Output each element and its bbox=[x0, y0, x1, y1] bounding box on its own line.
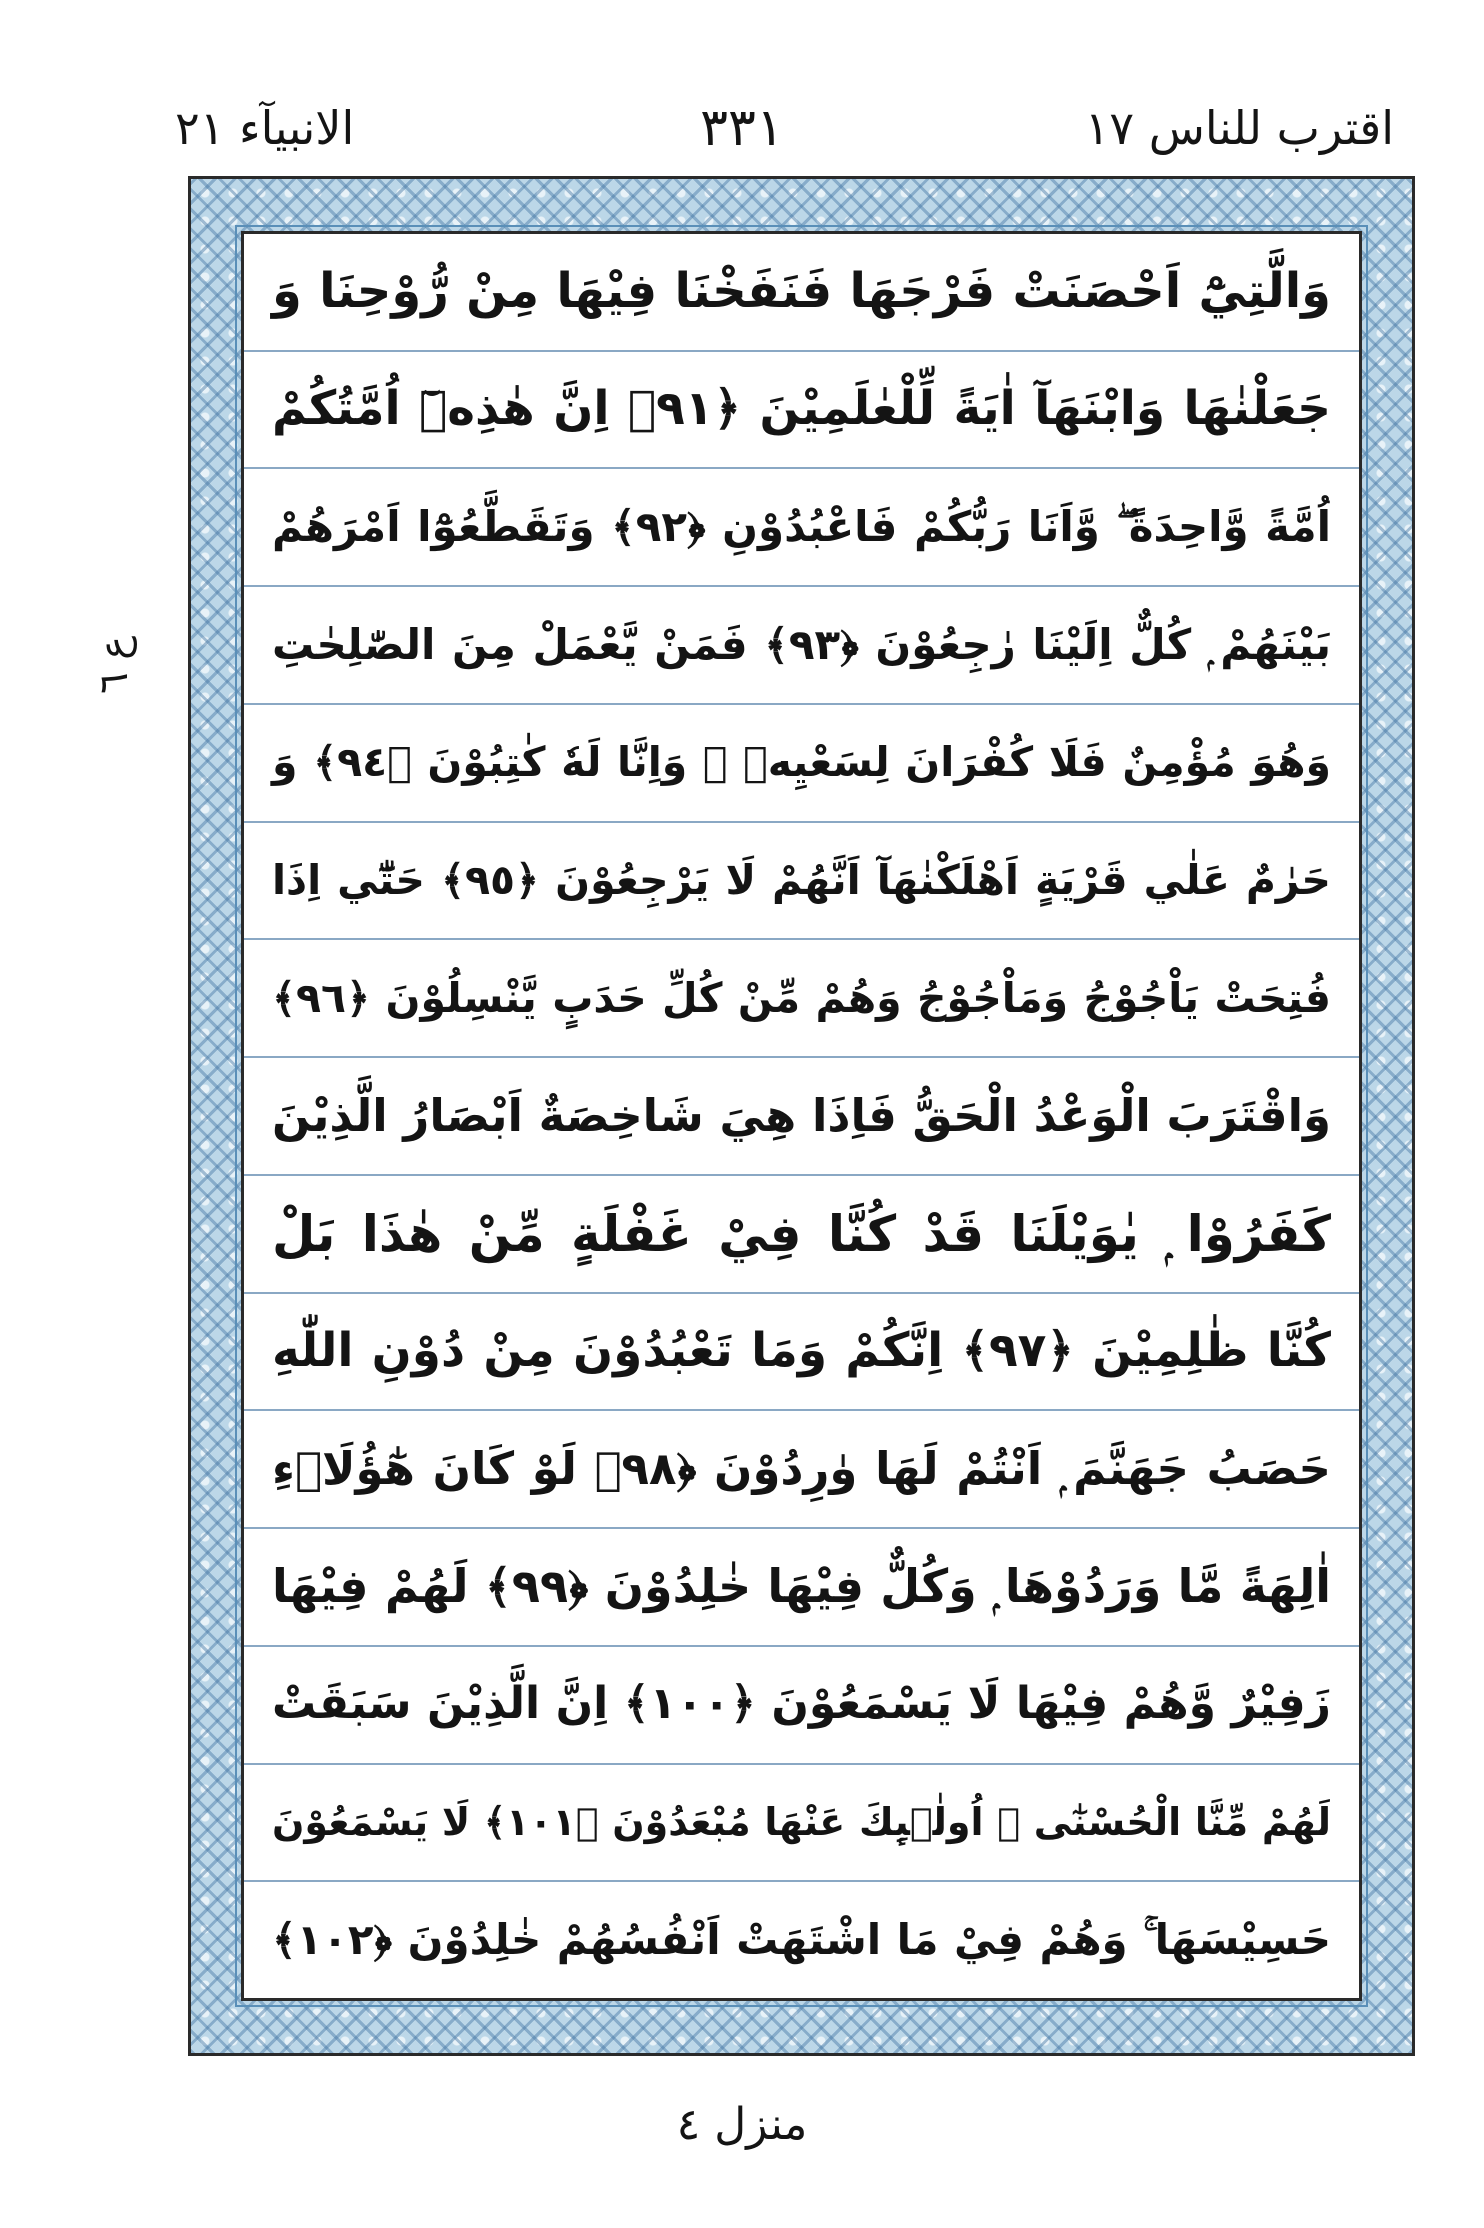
verse-line bbox=[244, 823, 1359, 941]
ruku-marker: ع ٦ bbox=[91, 635, 137, 695]
verse-line bbox=[244, 587, 1359, 705]
page-number: ٣٣١ bbox=[700, 98, 784, 158]
verse-line-text: كُنَّا ظٰلِمِيْنَ ﴿٩٧﴾ اِنَّكُمْ وَمَا تَعْبُدُوْنَ مِنْ دُوْنِ اللّٰهِ bbox=[272, 1323, 1331, 1379]
verse-line-text: وَالَّتِيْٓ اَحْصَنَتْ فَرْجَهَا فَنَفَخْنَا فِيْهَا مِنْ رُّوْحِنَا وَ bbox=[272, 263, 1331, 320]
verse-line bbox=[244, 1058, 1359, 1176]
verse-line-text: حَصَبُ جَهَنَّمَ ۭ اَنْتُمْ لَهَا وٰرِدُوْنَ ﴿٩٨﴾ لَوْ كَانَ هٰٓؤُلَاۗءِ bbox=[272, 1442, 1331, 1496]
verse-line bbox=[244, 1294, 1359, 1412]
verse-line-text: بَيْنَهُمْ ۭ كُلٌّ اِلَيْنَا رٰجِعُوْنَ ﴿٩٣﴾ فَمَنْ يَّعْمَلْ مِنَ الصّٰلِحٰتِ bbox=[272, 619, 1332, 669]
text-panel bbox=[241, 231, 1362, 2001]
verse-line-text: لَهُمْ مِّنَّا الْحُسْنٰٓى ۙ اُولٰۗىِٕكَ عَنْهَا مُبْعَدُوْنَ ﴿١٠١﴾ لَا يَسْمَعُوْنَ bbox=[272, 1799, 1331, 1844]
verse-line-text: كَفَرُوْا ۭ يٰوَيْلَنَا قَدْ كُنَّا فِيْ غَفْلَةٍ مِّنْ هٰذَا بَلْ bbox=[272, 1204, 1331, 1263]
verse-line bbox=[244, 940, 1359, 1058]
manzil-label: منزل ٤ bbox=[676, 2099, 808, 2150]
verse-line-text: حَرٰمٌ عَلٰي قَرْيَةٍ اَهْلَكْنٰهَآ اَنَّهُمْ لَا يَرْجِعُوْنَ ﴿٩٥﴾ حَتّٰٓي اِذَا bbox=[272, 855, 1331, 904]
verse-line-text: اُمَّةً وَّاحِدَةً ۖ وَّاَنَا رَبُّكُمْ فَاعْبُدُوْنِ ﴿٩٢﴾ وَتَقَطَّعُوْٓا اَمْرَهُمْ bbox=[272, 502, 1331, 552]
verse-line bbox=[244, 1765, 1359, 1883]
surah-title: الانبيآء ٢١ bbox=[175, 101, 355, 155]
verse-line bbox=[244, 1411, 1359, 1529]
verse-line-text: وَهُوَ مُؤْمِنٌ فَلَا كُفْرَانَ لِسَعْيِهٖ ۚ وَاِنَّا لَهٗ كٰتِبُوْنَ ﴿٩٤﴾ وَ bbox=[272, 738, 1331, 787]
verse-line bbox=[244, 705, 1359, 823]
para-title: اقترب للناس ١٧ bbox=[1084, 101, 1394, 155]
ornamental-border bbox=[188, 176, 1415, 2056]
verse-line bbox=[244, 1882, 1359, 1998]
verse-lines bbox=[244, 234, 1359, 1998]
verse-line bbox=[244, 234, 1359, 352]
verse-line bbox=[244, 1176, 1359, 1294]
verse-line-text: زَفِيْرٌ وَّهُمْ فِيْهَا لَا يَسْمَعُوْنَ ﴿١٠٠﴾ اِنَّ الَّذِيْنَ سَبَقَتْ bbox=[272, 1678, 1331, 1730]
page-header bbox=[0, 0, 1484, 170]
verse-line-text: اٰلِهَةً مَّا وَرَدُوْهَا ۭ وَكُلٌّ فِيْهَا خٰلِدُوْنَ ﴿٩٩﴾ لَهُمْ فِيْهَا bbox=[272, 1559, 1332, 1614]
verse-line bbox=[244, 1647, 1359, 1765]
verse-line bbox=[244, 1529, 1359, 1647]
verse-line-text: فُتِحَتْ يَاْجُوْجُ وَمَاْجُوْجُ وَهُمْ مِّنْ كُلِّ حَدَبٍ يَّنْسِلُوْنَ ﴿٩٦﴾ bbox=[272, 973, 1331, 1022]
verse-line bbox=[244, 469, 1359, 587]
verse-line-text: وَاقْتَرَبَ الْوَعْدُ الْحَقُّ فَاِذَا هِيَ شَاخِصَةٌ اَبْصَارُ الَّذِيْنَ bbox=[272, 1089, 1331, 1142]
verse-line-text: حَسِيْسَهَا ۚ وَهُمْ فِيْ مَا اشْتَهَتْ اَنْفُسُهُمْ خٰلِدُوْنَ ﴿١٠٢﴾ bbox=[272, 1914, 1331, 1964]
verse-line bbox=[244, 352, 1359, 470]
verse-line-text: جَعَلْنٰهَا وَابْنَهَآ اٰيَةً لِّلْعٰلَمِيْنَ ﴿٩١﴾ اِنَّ هٰذِهٖٓ اُمَّتُكُمْ bbox=[272, 381, 1332, 437]
